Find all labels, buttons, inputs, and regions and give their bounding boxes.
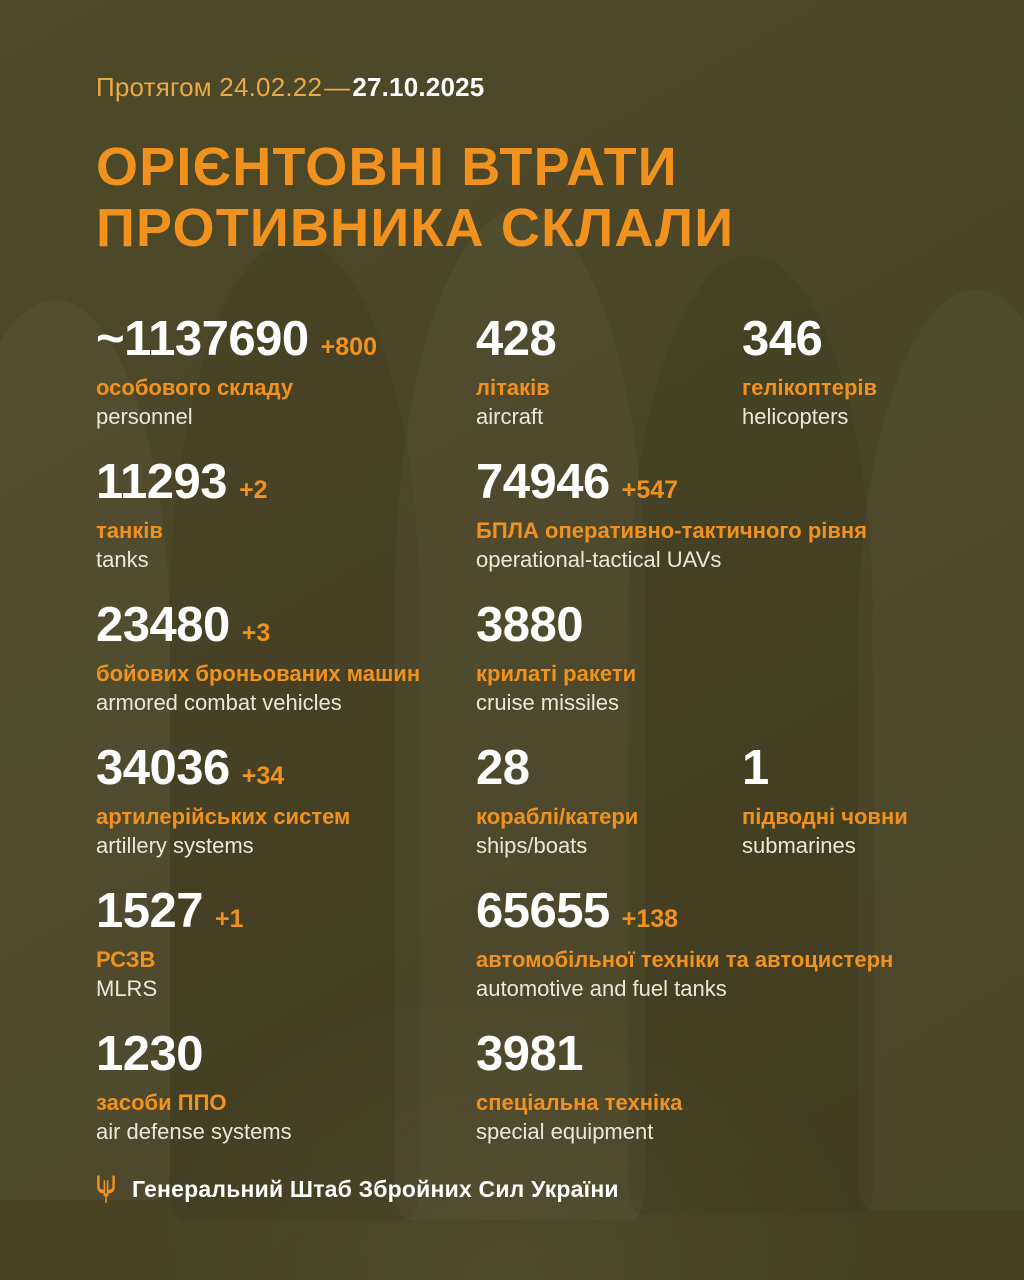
loss-label-ua: артилерійських систем: [96, 804, 351, 830]
loss-label-en: armored combat vehicles: [96, 690, 342, 716]
loss-delta: +2: [239, 476, 268, 505]
loss-label-ua: БПЛА оперативно-тактичного рівня: [476, 518, 868, 544]
value-row: [476, 741, 638, 796]
losses-grid: [0, 312, 1024, 1155]
footer: [96, 1174, 619, 1204]
loss-label-ua: літаків: [476, 375, 550, 401]
page-title-line-1: ОРІЄНТОВНІ ВТРАТИ: [96, 137, 678, 197]
loss-value: 3880: [476, 598, 584, 653]
loss-delta: +34: [241, 762, 285, 791]
footer-text: Генеральний Штаб Збройних Сил України: [132, 1175, 619, 1202]
loss-delta: +800: [320, 333, 377, 362]
loss-item-air-defense: [96, 1027, 292, 1145]
loss-label-en: air defense systems: [96, 1119, 292, 1145]
loss-label-ua: танків: [96, 518, 163, 544]
loss-value: 11293: [96, 455, 228, 510]
loss-value: 28: [476, 741, 530, 796]
loss-label-ua: особового складу: [96, 375, 294, 401]
loss-value: 74946: [476, 455, 610, 510]
loss-label-ua: підводні човни: [742, 804, 908, 830]
loss-label-en: artillery systems: [96, 833, 254, 859]
loss-label-en: operational-tactical UAVs: [476, 547, 722, 573]
date-range-end: 27.10.2025: [352, 72, 485, 102]
date-range-start: Протягом 24.02.22: [96, 72, 323, 102]
value-row: [476, 598, 636, 653]
loss-value: 1527: [96, 884, 204, 939]
loss-label-ua: кораблі/катери: [476, 804, 639, 830]
loss-item-uavs: [476, 455, 868, 573]
loss-label-en: ships/boats: [476, 833, 588, 859]
loss-label-en: personnel: [96, 404, 193, 430]
loss-value: 34036: [96, 741, 230, 796]
loss-item-tanks: [96, 455, 268, 573]
value-row: [96, 598, 420, 653]
loss-label-en: tanks: [96, 547, 149, 573]
loss-label-en: aircraft: [476, 404, 544, 430]
loss-value: 23480: [96, 598, 230, 653]
loss-value: 65655: [476, 884, 610, 939]
loss-label-ua: бойових броньованих машин: [96, 661, 421, 687]
value-row: [476, 312, 568, 367]
loss-value: 3981: [476, 1027, 584, 1082]
loss-delta: +1: [215, 905, 244, 934]
loss-label-en: automotive and fuel tanks: [476, 976, 727, 1002]
value-row: [96, 455, 268, 510]
loss-label-ua: спеціальна техніка: [476, 1090, 683, 1116]
value-row: [96, 1027, 292, 1082]
page-title: [96, 137, 856, 259]
loss-label-ua: крилаті ракети: [476, 661, 637, 687]
loss-delta: +138: [621, 905, 679, 934]
loss-item-special-equipment: [476, 1027, 683, 1145]
loss-item-cruise-missiles: [476, 598, 637, 716]
value-row: [96, 741, 350, 796]
loss-value: ~1137690: [96, 312, 309, 367]
loss-label-en: submarines: [742, 833, 856, 859]
loss-label-en: special equipment: [476, 1119, 654, 1145]
loss-value: 1230: [96, 1027, 204, 1082]
loss-label-en: helicopters: [742, 404, 849, 430]
loss-label-ua: гелікоптерів: [742, 375, 878, 401]
loss-value: 346: [742, 312, 823, 367]
value-row: [742, 741, 908, 796]
loss-label-en: MLRS: [96, 976, 158, 1002]
page-title-line-2: ПРОТИВНИКА СКЛАЛИ: [96, 198, 735, 259]
loss-item-automotive: [476, 884, 894, 1002]
loss-label-ua: автомобільної техніки та автоцистерн: [476, 947, 894, 973]
value-row: [96, 312, 377, 367]
value-row: [476, 884, 893, 939]
value-row: [742, 312, 877, 367]
loss-label-ua: РСЗВ: [96, 947, 156, 973]
loss-item-armored-vehicles: [96, 598, 421, 716]
value-row: [476, 455, 867, 510]
date-range-dash: —: [324, 72, 351, 102]
loss-value: 1: [742, 741, 769, 796]
loss-item-aircraft: [476, 312, 568, 430]
loss-delta: +547: [621, 476, 679, 505]
loss-item-helicopters: [742, 312, 878, 430]
value-row: [476, 1027, 682, 1082]
loss-label-ua: засоби ППО: [96, 1090, 227, 1116]
trident-icon: [96, 1174, 116, 1204]
loss-item-personnel: [96, 312, 377, 430]
loss-item-submarines: [742, 741, 908, 859]
loss-item-artillery: [96, 741, 351, 859]
loss-label-en: cruise missiles: [476, 690, 620, 716]
value-row: [96, 884, 244, 939]
loss-item-mlrs: [96, 884, 244, 1002]
date-range: [96, 72, 1024, 103]
loss-item-ships: [476, 741, 639, 859]
loss-delta: +3: [241, 619, 271, 648]
loss-value: 428: [476, 312, 557, 367]
